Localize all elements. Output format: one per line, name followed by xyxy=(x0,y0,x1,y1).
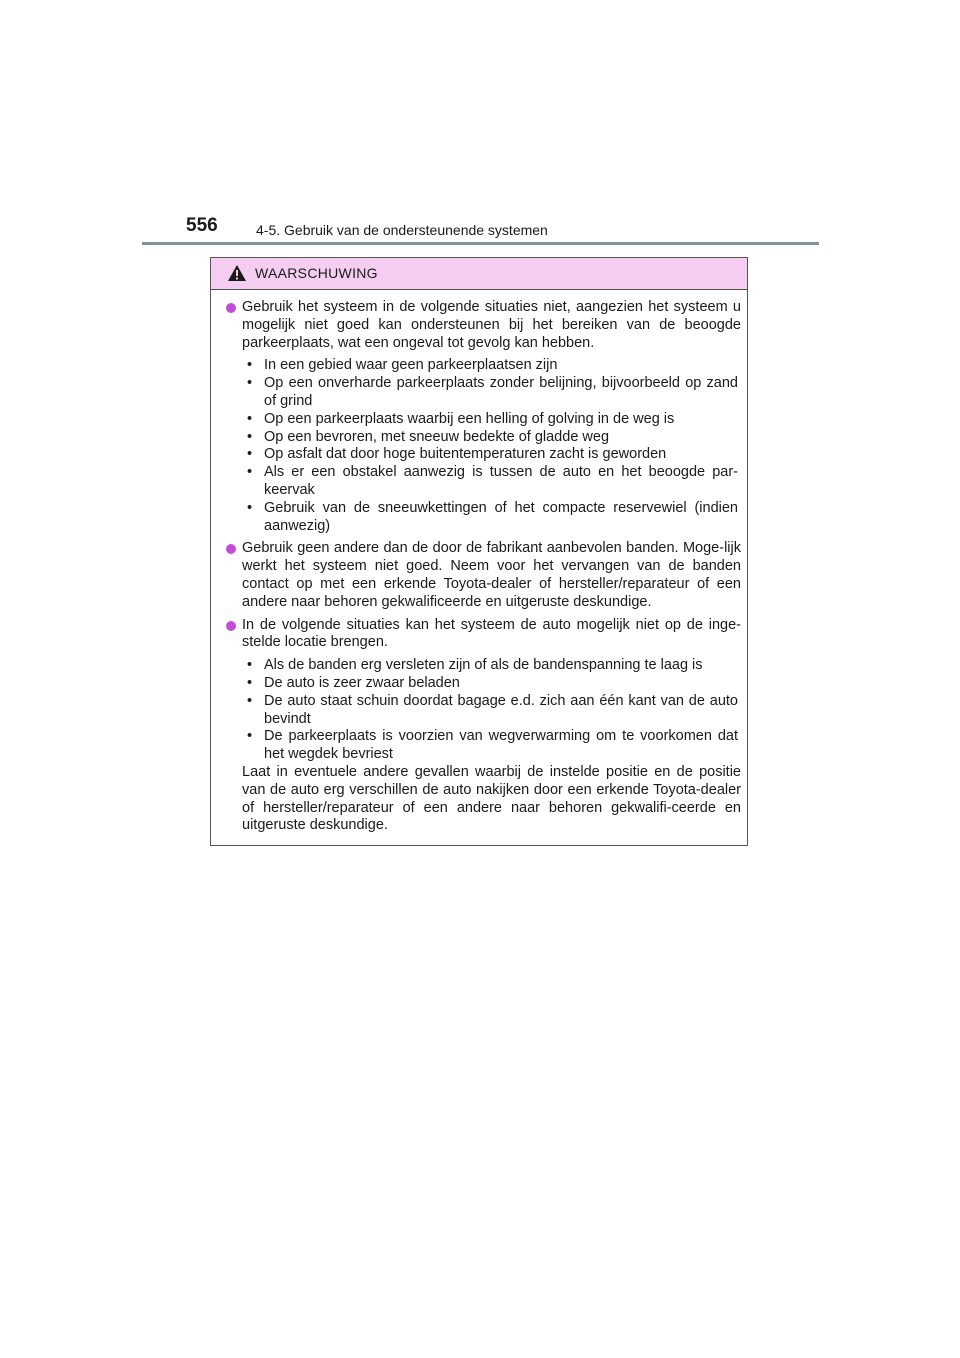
sub-item: • Op een parkeerplaats waarbij een helling of golving in de weg is xyxy=(242,411,741,429)
followup-text: Laat in eventuele andere gevallen waarbij de instelde positie en de positie van de auto erg verschillen de auto nakijken door een erkende Toyota-dealer of hersteller/reparateur of een andere naar behoren gekwalifi-ceerde en uitgeruste deskundige. xyxy=(242,763,741,834)
bullet-dot-icon xyxy=(226,621,236,631)
sub-list xyxy=(242,357,741,535)
bullet-dot-icon xyxy=(226,303,236,313)
page-number: 556 xyxy=(186,215,218,236)
sub-item: • Op asfalt dat door hoge buitentemperaturen zacht is geworden xyxy=(242,446,741,464)
warning-item xyxy=(224,299,741,535)
sub-item: • De parkeerplaats is voorzien van wegverwarming om te voorkomen dat het wegdek bevriest xyxy=(242,728,741,764)
warning-item xyxy=(224,617,741,836)
sub-item: • Op een bevroren, met sneeuw bedekte of gladde weg xyxy=(242,429,741,447)
warning-item-text: In de volgende situaties kan het systeem de auto mogelijk niet op de inge-stelde locatie brengen. xyxy=(242,616,741,651)
header-rule xyxy=(142,242,819,245)
sub-item: • De auto is zeer zwaar beladen xyxy=(242,675,741,693)
warning-box xyxy=(210,257,748,846)
bullet-dot-icon xyxy=(226,544,236,554)
warning-item xyxy=(224,540,741,611)
warning-item-text: Gebruik het systeem in de volgende situaties niet, aangezien het systeem u mogelijk niet goed kan ondersteunen bij het bereiken van de beoogde parkeerplaats, wat een ongeval tot gevolg kan hebben. xyxy=(242,299,741,351)
section-title: 4-5. Gebruik van de ondersteunende systemen xyxy=(256,222,548,238)
sub-item: • De auto staat schuin doordat bagage e.d. zich aan één kant van de auto bevindt xyxy=(242,693,741,729)
warning-header xyxy=(211,258,747,290)
sub-list xyxy=(242,657,741,764)
page-header xyxy=(186,214,826,244)
warning-triangle-icon xyxy=(227,264,247,282)
warning-title: WAARSCHUWING xyxy=(255,265,378,281)
sub-item: • Als de banden erg versleten zijn of als de bandenspanning te laag is xyxy=(242,657,741,675)
sub-item: • In een gebied waar geen parkeerplaatsen zijn xyxy=(242,357,741,375)
warning-body xyxy=(211,290,747,835)
sub-item: • Op een onverharde parkeerplaats zonder belijning, bijvoorbeeld op zand of grind xyxy=(242,375,741,411)
warning-item-text: Gebruik geen andere dan de door de fabrikant aanbevolen banden. Moge-lijk werkt het systeem niet goed. Neem voor het vervangen van de banden contact op met een erkende Toyota-dealer of hersteller/reparateur of een andere naar behoren gekwalificeerde en uitgeruste deskundige. xyxy=(242,540,741,610)
sub-item: • Gebruik van de sneeuwkettingen of het compacte reservewiel (indien aanwezig) xyxy=(242,500,741,536)
sub-item: • Als er een obstakel aanwezig is tussen de auto en het beoogde par-keervak xyxy=(242,464,741,500)
